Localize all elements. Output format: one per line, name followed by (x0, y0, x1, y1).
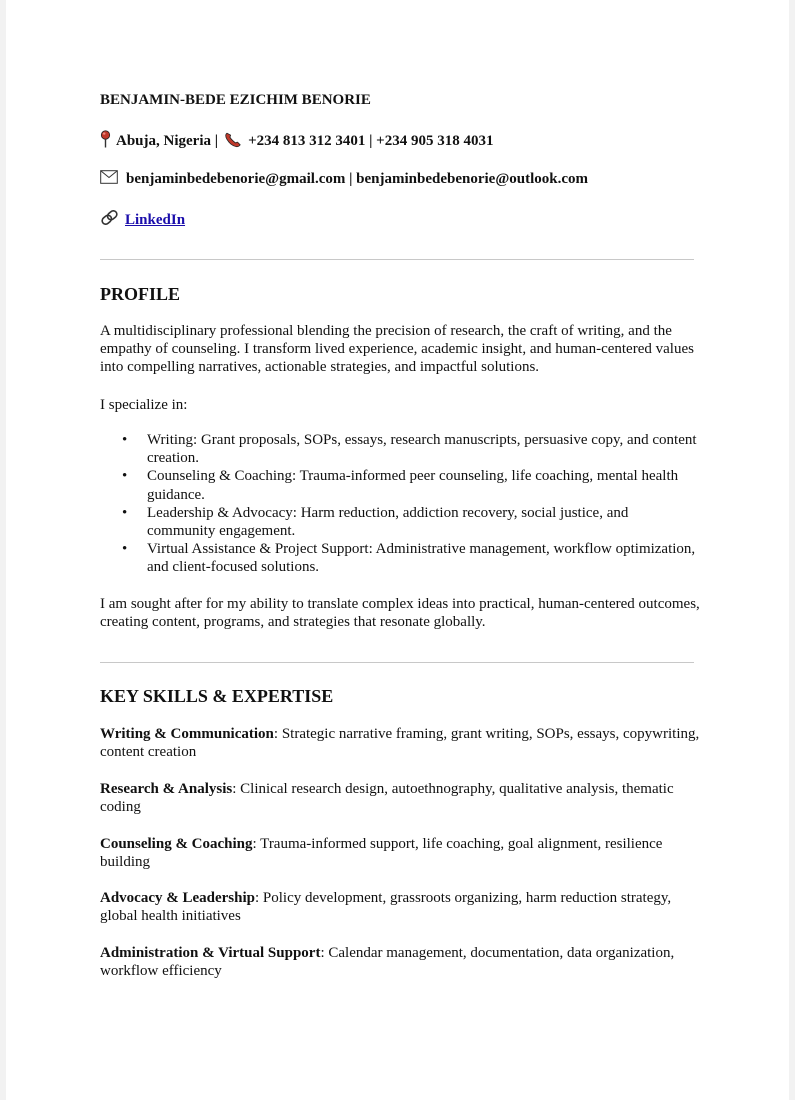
specialize-intro: I specialize in: (100, 397, 188, 413)
skill-description: : Policy development, grassroots organizing, harm reduction strategy, global health initiatives (100, 890, 672, 925)
list-item (100, 431, 700, 467)
bullet-icon: • (122, 504, 128, 521)
list-item (100, 540, 700, 576)
skill-entry (100, 780, 700, 816)
list-item (100, 467, 700, 503)
skill-description: : Calendar management, documentation, data organization, workflow efficiency (100, 945, 675, 980)
skill-title: Research & Analysis (100, 781, 233, 797)
section-divider (100, 662, 694, 663)
section-divider (100, 259, 694, 260)
skill-description: : Clinical research design, autoethnography, qualitative analysis, thematic coding (100, 781, 674, 816)
email-line (100, 170, 588, 189)
profile-summary: A multidisciplinary professional blending the precision of research, the craft of writing, and the empathy of counseling. I transform lived experience, academic insight, and human-centered values into compelling narratives, actionable strategies, and impactful solutions. (100, 323, 694, 376)
bullet-icon: • (122, 468, 128, 485)
phone-numbers[interactable]: +234 813 312 3401 | +234 905 318 4031 (248, 133, 494, 149)
linkedin-line (100, 209, 185, 231)
document-page (6, 0, 789, 1100)
skill-title: Counseling & Coaching (100, 836, 253, 852)
profile-closing: I am sought after for my ability to translate complex ideas into practical, human-centered outcomes, creating content, programs, and strategies that resonate globally. (100, 596, 700, 631)
specialization-list (100, 431, 700, 577)
skills-heading: KEY SKILLS & EXPERTISE (100, 686, 334, 706)
skill-entry (100, 944, 700, 980)
list-item-text: Virtual Assistance & Project Support: Administrative management, workflow optimization, and client-focused solutions. (147, 541, 696, 576)
list-item-text: Writing: Grant proposals, SOPs, essays, research manuscripts, persuasive copy, and content creation. (147, 432, 697, 467)
pushpin-icon (100, 130, 111, 153)
envelope-icon (100, 170, 118, 189)
email-addresses[interactable]: benjaminbedebenorie@gmail.com | benjaminbedebenorie@outlook.com (126, 171, 589, 187)
telephone-icon (224, 131, 243, 153)
skill-entry (100, 889, 700, 925)
location-text: Abuja, Nigeria | (116, 133, 219, 149)
candidate-name: BENJAMIN-BEDE EZICHIM BENORIE (100, 92, 371, 108)
skill-entry (100, 725, 700, 761)
bullet-icon: • (122, 541, 128, 558)
skill-title: Administration & Virtual Support (100, 945, 321, 961)
skill-title: Writing & Communication (100, 726, 274, 742)
linkedin-link[interactable]: LinkedIn (125, 211, 186, 228)
skill-title: Advocacy & Leadership (100, 890, 255, 906)
list-item (100, 504, 700, 540)
link-icon (100, 209, 119, 231)
skill-description: : Strategic narrative framing, grant writing, SOPs, essays, copywriting, content creation (100, 726, 700, 761)
list-item-text: Counseling & Coaching: Trauma-informed peer counseling, life coaching, mental health guidance. (147, 468, 679, 503)
skill-entry (100, 835, 700, 871)
profile-heading: PROFILE (100, 284, 181, 304)
skill-description: : Trauma-informed support, life coaching, goal alignment, resilience building (100, 836, 663, 871)
location-phone-line (100, 130, 493, 153)
bullet-icon: • (122, 432, 128, 448)
list-item-text: Leadership & Advocacy: Harm reduction, addiction recovery, social justice, and community engagement. (147, 504, 629, 540)
